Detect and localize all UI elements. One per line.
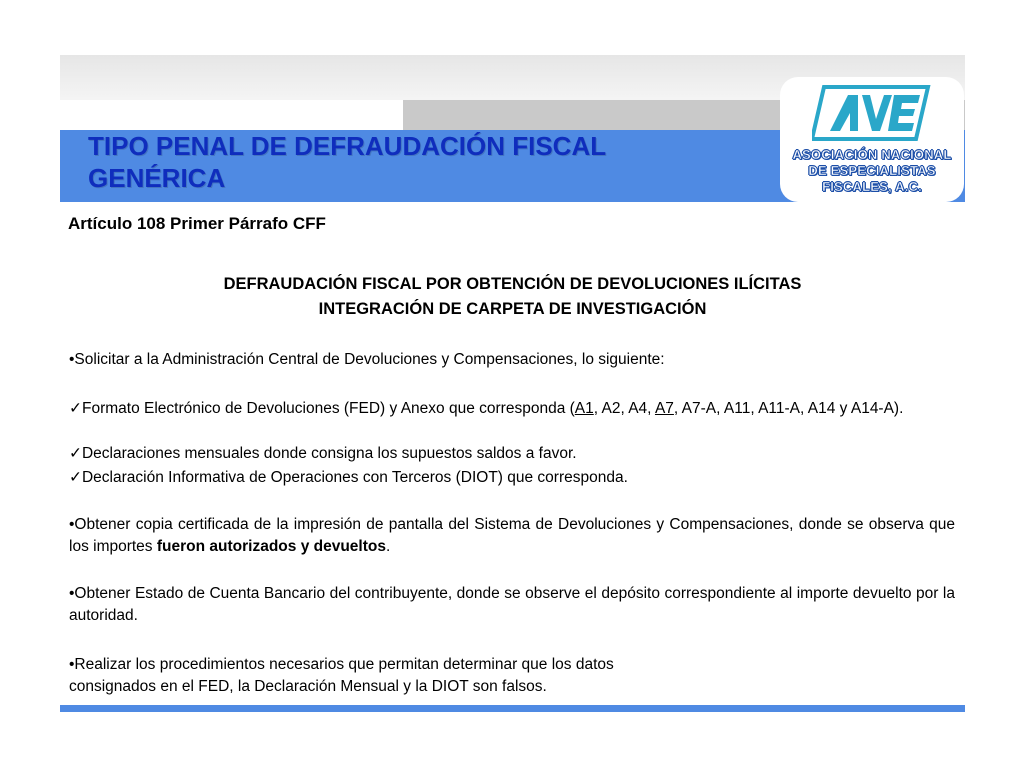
check-item-diot: ✓Declaración Informativa de Operaciones con Terceros (DIOT) que corresponda. — [69, 469, 628, 486]
logo-text-line-2: DE ESPECIALISTAS — [808, 163, 936, 178]
heading-line-2: INTEGRACIÓN DE CARPETA DE INVESTIGACIÓN — [318, 300, 707, 318]
bullet-copia-bold: fueron autorizados y devueltos — [156, 538, 386, 555]
bullet-copia-pre: •Obtener copia certificada de la impresión de pantalla del Sistema de Devoluciones y Compensaciones, donde se observa que los importes — [69, 516, 955, 555]
header-notch-left — [60, 100, 403, 130]
slide-title — [88, 130, 728, 194]
title-line-1: TIPO PENAL DE DEFRAUDACIÓN FISCAL — [88, 131, 607, 161]
bullet-copia-post: . — [385, 538, 391, 555]
anexo-a7: A7 — [654, 400, 674, 417]
bullet-procedimientos-line-2: consignados en el FED, la Declaración Mensual y la DIOT son falsos. — [69, 678, 547, 695]
check-item-fed-mid: , A2, A4, — [593, 400, 655, 417]
bullet-estado-cuenta: •Obtener Estado de Cuenta Bancario del contribuyente, donde se observe el depósito correspondiente al importe devuelto por la autoridad. — [69, 585, 955, 624]
logo-text-line-1: ASOCIACIÓN NACIONAL — [792, 147, 952, 162]
footer-bar — [60, 705, 965, 712]
check-item-fed-post: , A7-A, A11, A11-A, A14 y A14-A). — [673, 400, 904, 417]
bullet-procedimientos — [69, 654, 955, 698]
heading-line-1: DEFRAUDACIÓN FISCAL POR OBTENCIÓN DE DEVOLUCIONES ILÍCITAS — [223, 275, 802, 293]
logo-text-line-3: FISCALES, A.C. — [822, 179, 922, 194]
logo-text — [780, 147, 964, 195]
bullet-procedimientos-line-1: •Realizar los procedimientos necesarios que permitan determinar que los datos — [69, 656, 614, 673]
check-item-fed-pre: ✓Formato Electrónico de Devoluciones (FED) y Anexo que corresponda ( — [69, 400, 575, 417]
article-reference: Artículo 108 Primer Párrafo CFF — [68, 214, 326, 233]
logo — [780, 77, 964, 202]
check-item-declaraciones: ✓Declaraciones mensuales donde consigna los supuestos saldos a favor. — [69, 445, 577, 462]
section-heading — [60, 272, 965, 322]
anef-logo-icon — [812, 83, 932, 143]
bullet-copia-certificada — [69, 514, 955, 558]
bullet-solicitar: •Solicitar a la Administración Central de Devoluciones y Compensaciones, lo siguiente: — [69, 351, 665, 368]
title-line-2: GENÉRICA — [88, 163, 226, 193]
anexo-a1: A1 — [574, 400, 594, 417]
check-item-fed — [69, 398, 955, 420]
